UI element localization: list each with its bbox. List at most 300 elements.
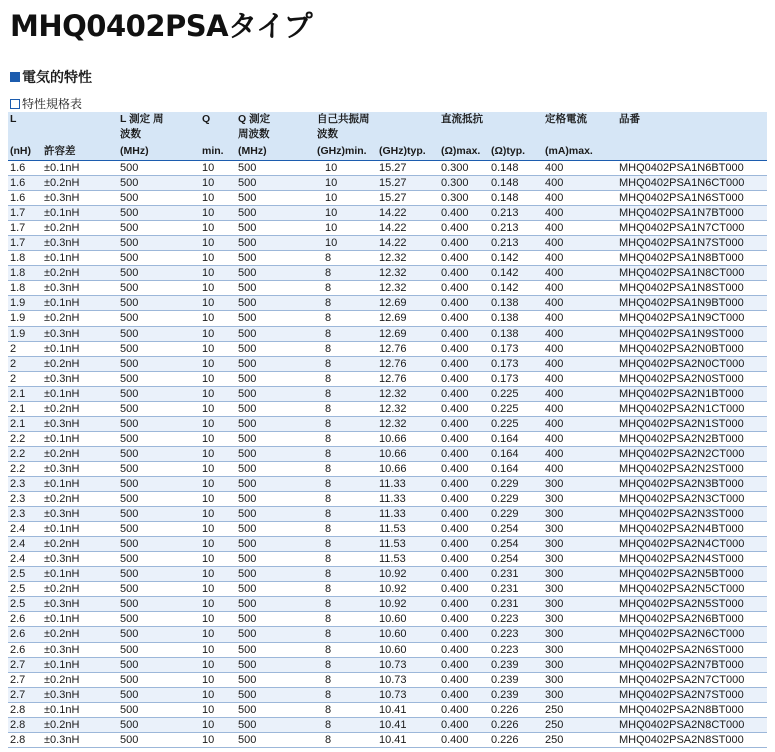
cell-col-q-min: 10 xyxy=(200,386,236,401)
cell-col-rated-current: 250 xyxy=(543,717,617,732)
cell-col-part-number: MHQ0402PSA2N3ST000 xyxy=(617,507,767,522)
cell-col-inductance: 2.2 xyxy=(8,461,42,476)
header-col-q-min xyxy=(200,112,236,161)
cell-col-q-freq: 500 xyxy=(236,476,315,491)
cell-col-l-freq: 500 xyxy=(118,161,200,176)
cell-col-q-freq: 500 xyxy=(236,522,315,537)
header-bottom-label: (Ω)typ. xyxy=(491,145,526,157)
cell-col-inductance: 2.3 xyxy=(8,476,42,491)
cell-col-q-freq: 500 xyxy=(236,371,315,386)
cell-col-dcr-typ: 0.148 xyxy=(489,161,543,176)
cell-col-inductance: 2.8 xyxy=(8,702,42,717)
cell-col-srf-min: 8 xyxy=(315,251,377,266)
cell-col-dcr-typ: 0.164 xyxy=(489,461,543,476)
cell-col-l-freq: 500 xyxy=(118,401,200,416)
cell-col-dcr-typ: 0.225 xyxy=(489,416,543,431)
cell-col-dcr-typ: 0.229 xyxy=(489,507,543,522)
cell-col-part-number: MHQ0402PSA2N7CT000 xyxy=(617,672,767,687)
cell-col-tolerance: ±0.2nH xyxy=(42,311,118,326)
cell-col-rated-current: 400 xyxy=(543,356,617,371)
cell-col-tolerance: ±0.2nH xyxy=(42,717,118,732)
cell-col-inductance: 2.6 xyxy=(8,612,42,627)
cell-col-rated-current: 400 xyxy=(543,251,617,266)
cell-col-tolerance: ±0.1nH xyxy=(42,386,118,401)
cell-col-inductance: 1.6 xyxy=(8,161,42,176)
cell-col-q-freq: 500 xyxy=(236,281,315,296)
cell-col-dcr-typ: 0.226 xyxy=(489,732,543,747)
cell-col-part-number: MHQ0402PSA2N2ST000 xyxy=(617,461,767,476)
cell-col-tolerance: ±0.3nH xyxy=(42,326,118,341)
cell-col-q-freq: 500 xyxy=(236,552,315,567)
table-row xyxy=(8,191,767,206)
table-row xyxy=(8,311,767,326)
table-row xyxy=(8,266,767,281)
table-row xyxy=(8,281,767,296)
table-row xyxy=(8,386,767,401)
cell-col-dcr-typ: 0.164 xyxy=(489,431,543,446)
cell-col-rated-current: 300 xyxy=(543,476,617,491)
cell-col-q-freq: 500 xyxy=(236,176,315,191)
cell-col-q-min: 10 xyxy=(200,522,236,537)
cell-col-dcr-max: 0.400 xyxy=(439,401,489,416)
cell-col-srf-typ: 10.66 xyxy=(377,461,439,476)
header-top-label: 自己共振周波数 xyxy=(317,113,370,140)
table-row xyxy=(8,552,767,567)
cell-col-part-number: MHQ0402PSA2N1ST000 xyxy=(617,416,767,431)
table-row xyxy=(8,612,767,627)
cell-col-part-number: MHQ0402PSA2N3CT000 xyxy=(617,492,767,507)
table-row xyxy=(8,597,767,612)
cell-col-dcr-max: 0.400 xyxy=(439,657,489,672)
header-bottom-label: (Ω)max. xyxy=(441,145,481,157)
cell-col-l-freq: 500 xyxy=(118,251,200,266)
cell-col-rated-current: 400 xyxy=(543,431,617,446)
cell-col-tolerance: ±0.2nH xyxy=(42,672,118,687)
cell-col-q-min: 10 xyxy=(200,461,236,476)
cell-col-dcr-max: 0.400 xyxy=(439,281,489,296)
header-bottom-label: (MHz) xyxy=(238,145,267,157)
table-row xyxy=(8,401,767,416)
table-row xyxy=(8,176,767,191)
cell-col-dcr-max: 0.400 xyxy=(439,251,489,266)
cell-col-inductance: 2.4 xyxy=(8,522,42,537)
cell-col-srf-min: 8 xyxy=(315,266,377,281)
cell-col-dcr-max: 0.400 xyxy=(439,326,489,341)
cell-col-part-number: MHQ0402PSA2N5BT000 xyxy=(617,567,767,582)
cell-col-part-number: MHQ0402PSA2N6ST000 xyxy=(617,642,767,657)
cell-col-part-number: MHQ0402PSA2N7ST000 xyxy=(617,687,767,702)
cell-col-tolerance: ±0.3nH xyxy=(42,507,118,522)
header-row xyxy=(8,112,767,161)
cell-col-dcr-typ: 0.142 xyxy=(489,281,543,296)
cell-col-l-freq: 500 xyxy=(118,446,200,461)
subsection-heading xyxy=(10,95,82,112)
cell-col-tolerance: ±0.1nH xyxy=(42,476,118,491)
cell-col-q-freq: 500 xyxy=(236,251,315,266)
cell-col-part-number: MHQ0402PSA2N4BT000 xyxy=(617,522,767,537)
cell-col-dcr-max: 0.400 xyxy=(439,567,489,582)
cell-col-srf-typ: 15.27 xyxy=(377,176,439,191)
cell-col-inductance: 2.5 xyxy=(8,582,42,597)
cell-col-l-freq: 500 xyxy=(118,176,200,191)
table-row xyxy=(8,326,767,341)
cell-col-dcr-max: 0.400 xyxy=(439,356,489,371)
cell-col-part-number: MHQ0402PSA2N4ST000 xyxy=(617,552,767,567)
cell-col-srf-min: 10 xyxy=(315,191,377,206)
cell-col-tolerance: ±0.1nH xyxy=(42,296,118,311)
cell-col-srf-typ: 10.66 xyxy=(377,431,439,446)
cell-col-dcr-typ: 0.239 xyxy=(489,687,543,702)
cell-col-q-min: 10 xyxy=(200,717,236,732)
cell-col-l-freq: 500 xyxy=(118,266,200,281)
cell-col-q-freq: 500 xyxy=(236,221,315,236)
cell-col-dcr-typ: 0.231 xyxy=(489,582,543,597)
spec-table xyxy=(8,112,767,748)
cell-col-dcr-max: 0.400 xyxy=(439,507,489,522)
table-row xyxy=(8,356,767,371)
cell-col-tolerance: ±0.3nH xyxy=(42,687,118,702)
cell-col-srf-min: 8 xyxy=(315,642,377,657)
cell-col-q-min: 10 xyxy=(200,657,236,672)
cell-col-q-min: 10 xyxy=(200,672,236,687)
cell-col-dcr-max: 0.400 xyxy=(439,431,489,446)
table-row xyxy=(8,687,767,702)
cell-col-inductance: 2.1 xyxy=(8,416,42,431)
cell-col-q-min: 10 xyxy=(200,296,236,311)
cell-col-q-min: 10 xyxy=(200,582,236,597)
cell-col-tolerance: ±0.1nH xyxy=(42,431,118,446)
cell-col-srf-typ: 11.53 xyxy=(377,522,439,537)
cell-col-dcr-max: 0.400 xyxy=(439,386,489,401)
cell-col-srf-typ: 10.41 xyxy=(377,717,439,732)
cell-col-rated-current: 400 xyxy=(543,176,617,191)
cell-col-srf-min: 8 xyxy=(315,672,377,687)
cell-col-dcr-max: 0.400 xyxy=(439,416,489,431)
cell-col-dcr-max: 0.400 xyxy=(439,597,489,612)
table-row xyxy=(8,732,767,747)
cell-col-q-freq: 500 xyxy=(236,326,315,341)
cell-col-part-number: MHQ0402PSA2N6CT000 xyxy=(617,627,767,642)
cell-col-tolerance: ±0.1nH xyxy=(42,206,118,221)
cell-col-rated-current: 400 xyxy=(543,161,617,176)
cell-col-part-number: MHQ0402PSA2N5CT000 xyxy=(617,582,767,597)
cell-col-dcr-max: 0.400 xyxy=(439,461,489,476)
cell-col-tolerance: ±0.3nH xyxy=(42,732,118,747)
cell-col-part-number: MHQ0402PSA2N2CT000 xyxy=(617,446,767,461)
header-bottom-label: 許容差 xyxy=(44,145,76,157)
cell-col-tolerance: ±0.2nH xyxy=(42,266,118,281)
cell-col-q-freq: 500 xyxy=(236,507,315,522)
cell-col-srf-min: 8 xyxy=(315,401,377,416)
cell-col-srf-min: 8 xyxy=(315,522,377,537)
cell-col-l-freq: 500 xyxy=(118,657,200,672)
cell-col-l-freq: 500 xyxy=(118,702,200,717)
header-col-rated-current xyxy=(543,112,617,161)
cell-col-srf-typ: 12.32 xyxy=(377,386,439,401)
cell-col-l-freq: 500 xyxy=(118,386,200,401)
cell-col-rated-current: 300 xyxy=(543,492,617,507)
cell-col-tolerance: ±0.1nH xyxy=(42,251,118,266)
table-row xyxy=(8,431,767,446)
cell-col-l-freq: 500 xyxy=(118,717,200,732)
cell-col-dcr-max: 0.400 xyxy=(439,341,489,356)
header-bottom-label: (GHz)min. xyxy=(317,145,367,157)
cell-col-l-freq: 500 xyxy=(118,537,200,552)
cell-col-q-min: 10 xyxy=(200,401,236,416)
cell-col-q-freq: 500 xyxy=(236,386,315,401)
cell-col-srf-min: 8 xyxy=(315,492,377,507)
section-label: 電気的特性 xyxy=(22,70,92,86)
cell-col-dcr-max: 0.400 xyxy=(439,221,489,236)
cell-col-srf-typ: 12.32 xyxy=(377,266,439,281)
cell-col-srf-typ: 12.69 xyxy=(377,296,439,311)
cell-col-tolerance: ±0.3nH xyxy=(42,191,118,206)
cell-col-srf-typ: 10.41 xyxy=(377,732,439,747)
cell-col-srf-typ: 10.92 xyxy=(377,597,439,612)
cell-col-dcr-max: 0.400 xyxy=(439,687,489,702)
cell-col-dcr-max: 0.400 xyxy=(439,732,489,747)
table-row xyxy=(8,161,767,176)
cell-col-q-min: 10 xyxy=(200,492,236,507)
table-row xyxy=(8,717,767,732)
cell-col-dcr-typ: 0.213 xyxy=(489,206,543,221)
cell-col-q-freq: 500 xyxy=(236,732,315,747)
cell-col-dcr-typ: 0.142 xyxy=(489,251,543,266)
cell-col-part-number: MHQ0402PSA2N1BT000 xyxy=(617,386,767,401)
table-row xyxy=(8,567,767,582)
cell-col-tolerance: ±0.1nH xyxy=(42,612,118,627)
cell-col-q-freq: 500 xyxy=(236,416,315,431)
header-top-label: Q 測定 周波数 xyxy=(238,113,271,140)
table-row xyxy=(8,582,767,597)
cell-col-srf-min: 8 xyxy=(315,552,377,567)
cell-col-srf-min: 8 xyxy=(315,537,377,552)
cell-col-part-number: MHQ0402PSA2N7BT000 xyxy=(617,657,767,672)
cell-col-srf-min: 10 xyxy=(315,221,377,236)
cell-col-inductance: 1.8 xyxy=(8,251,42,266)
header-col-tolerance xyxy=(42,112,118,161)
cell-col-rated-current: 400 xyxy=(543,446,617,461)
cell-col-l-freq: 500 xyxy=(118,732,200,747)
cell-col-q-freq: 500 xyxy=(236,582,315,597)
header-top-label: L xyxy=(10,113,17,125)
cell-col-part-number: MHQ0402PSA1N9BT000 xyxy=(617,296,767,311)
cell-col-part-number: MHQ0402PSA2N8ST000 xyxy=(617,732,767,747)
cell-col-rated-current: 400 xyxy=(543,401,617,416)
cell-col-l-freq: 500 xyxy=(118,326,200,341)
cell-col-rated-current: 300 xyxy=(543,597,617,612)
cell-col-inductance: 2 xyxy=(8,356,42,371)
cell-col-srf-typ: 11.33 xyxy=(377,476,439,491)
cell-col-tolerance: ±0.2nH xyxy=(42,401,118,416)
cell-col-part-number: MHQ0402PSA1N6BT000 xyxy=(617,161,767,176)
cell-col-rated-current: 400 xyxy=(543,416,617,431)
table-row xyxy=(8,296,767,311)
cell-col-inductance: 1.6 xyxy=(8,176,42,191)
cell-col-part-number: MHQ0402PSA1N6ST000 xyxy=(617,191,767,206)
cell-col-rated-current: 300 xyxy=(543,687,617,702)
cell-col-srf-typ: 11.33 xyxy=(377,492,439,507)
cell-col-rated-current: 300 xyxy=(543,657,617,672)
cell-col-part-number: MHQ0402PSA2N8CT000 xyxy=(617,717,767,732)
table-row xyxy=(8,461,767,476)
table-row xyxy=(8,476,767,491)
cell-col-inductance: 2.3 xyxy=(8,507,42,522)
cell-col-srf-min: 8 xyxy=(315,371,377,386)
cell-col-rated-current: 400 xyxy=(543,341,617,356)
cell-col-rated-current: 300 xyxy=(543,537,617,552)
cell-col-srf-typ: 10.73 xyxy=(377,672,439,687)
cell-col-l-freq: 500 xyxy=(118,416,200,431)
cell-col-q-min: 10 xyxy=(200,687,236,702)
cell-col-dcr-max: 0.400 xyxy=(439,537,489,552)
cell-col-tolerance: ±0.1nH xyxy=(42,522,118,537)
cell-col-q-min: 10 xyxy=(200,446,236,461)
cell-col-dcr-typ: 0.239 xyxy=(489,657,543,672)
cell-col-dcr-typ: 0.223 xyxy=(489,627,543,642)
cell-col-srf-typ: 14.22 xyxy=(377,221,439,236)
cell-col-inductance: 2.8 xyxy=(8,717,42,732)
header-bottom-label: min. xyxy=(202,145,224,157)
cell-col-rated-current: 250 xyxy=(543,732,617,747)
cell-col-dcr-typ: 0.254 xyxy=(489,537,543,552)
cell-col-inductance: 1.9 xyxy=(8,326,42,341)
cell-col-srf-min: 8 xyxy=(315,461,377,476)
cell-col-srf-min: 8 xyxy=(315,386,377,401)
table-row xyxy=(8,492,767,507)
cell-col-srf-min: 8 xyxy=(315,326,377,341)
cell-col-dcr-max: 0.400 xyxy=(439,702,489,717)
cell-col-l-freq: 500 xyxy=(118,582,200,597)
cell-col-rated-current: 400 xyxy=(543,371,617,386)
cell-col-dcr-typ: 0.254 xyxy=(489,552,543,567)
cell-col-part-number: MHQ0402PSA2N0BT000 xyxy=(617,341,767,356)
cell-col-q-freq: 500 xyxy=(236,537,315,552)
cell-col-inductance: 1.8 xyxy=(8,281,42,296)
cell-col-dcr-max: 0.400 xyxy=(439,371,489,386)
cell-col-inductance: 2.4 xyxy=(8,552,42,567)
cell-col-dcr-max: 0.400 xyxy=(439,582,489,597)
cell-col-srf-typ: 12.32 xyxy=(377,251,439,266)
cell-col-srf-typ: 12.32 xyxy=(377,281,439,296)
cell-col-part-number: MHQ0402PSA2N2BT000 xyxy=(617,431,767,446)
table-header xyxy=(8,112,767,161)
cell-col-rated-current: 300 xyxy=(543,672,617,687)
cell-col-q-min: 10 xyxy=(200,416,236,431)
cell-col-srf-typ: 12.76 xyxy=(377,371,439,386)
cell-col-q-min: 10 xyxy=(200,176,236,191)
cell-col-l-freq: 500 xyxy=(118,552,200,567)
cell-col-q-min: 10 xyxy=(200,161,236,176)
cell-col-part-number: MHQ0402PSA1N7CT000 xyxy=(617,221,767,236)
cell-col-l-freq: 500 xyxy=(118,221,200,236)
cell-col-tolerance: ±0.1nH xyxy=(42,702,118,717)
cell-col-srf-min: 8 xyxy=(315,597,377,612)
cell-col-srf-typ: 12.76 xyxy=(377,341,439,356)
cell-col-q-freq: 500 xyxy=(236,612,315,627)
cell-col-q-min: 10 xyxy=(200,702,236,717)
cell-col-srf-typ: 10.60 xyxy=(377,627,439,642)
cell-col-l-freq: 500 xyxy=(118,672,200,687)
header-col-inductance xyxy=(8,112,42,161)
cell-col-rated-current: 400 xyxy=(543,296,617,311)
cell-col-q-min: 10 xyxy=(200,597,236,612)
cell-col-dcr-typ: 0.138 xyxy=(489,326,543,341)
cell-col-inductance: 2 xyxy=(8,341,42,356)
cell-col-q-min: 10 xyxy=(200,371,236,386)
cell-col-tolerance: ±0.2nH xyxy=(42,627,118,642)
cell-col-l-freq: 500 xyxy=(118,191,200,206)
cell-col-srf-typ: 14.22 xyxy=(377,236,439,251)
cell-col-dcr-max: 0.400 xyxy=(439,717,489,732)
cell-col-inductance: 1.7 xyxy=(8,236,42,251)
header-bottom-label: (MHz) xyxy=(120,145,149,157)
cell-col-srf-typ: 15.27 xyxy=(377,191,439,206)
cell-col-dcr-max: 0.300 xyxy=(439,161,489,176)
cell-col-inductance: 2.1 xyxy=(8,401,42,416)
header-bottom-label: (GHz)typ. xyxy=(379,145,426,157)
cell-col-tolerance: ±0.1nH xyxy=(42,657,118,672)
cell-col-l-freq: 500 xyxy=(118,371,200,386)
cell-col-l-freq: 500 xyxy=(118,476,200,491)
cell-col-srf-typ: 12.76 xyxy=(377,356,439,371)
page-title: MHQ0402PSAタイプ xyxy=(10,9,313,43)
cell-col-rated-current: 300 xyxy=(543,612,617,627)
cell-col-q-min: 10 xyxy=(200,206,236,221)
cell-col-srf-min: 8 xyxy=(315,416,377,431)
cell-col-dcr-max: 0.300 xyxy=(439,191,489,206)
cell-col-q-freq: 500 xyxy=(236,657,315,672)
cell-col-tolerance: ±0.3nH xyxy=(42,461,118,476)
cell-col-inductance: 2 xyxy=(8,371,42,386)
cell-col-srf-min: 10 xyxy=(315,176,377,191)
cell-col-part-number: MHQ0402PSA2N0ST000 xyxy=(617,371,767,386)
cell-col-l-freq: 500 xyxy=(118,236,200,251)
cell-col-part-number: MHQ0402PSA2N1CT000 xyxy=(617,401,767,416)
subsection-label: 特性規格表 xyxy=(22,97,83,111)
cell-col-dcr-typ: 0.239 xyxy=(489,672,543,687)
cell-col-dcr-max: 0.400 xyxy=(439,612,489,627)
header-top-label: 定格電流 xyxy=(545,113,587,125)
cell-col-srf-typ: 10.66 xyxy=(377,446,439,461)
cell-col-q-min: 10 xyxy=(200,266,236,281)
cell-col-dcr-max: 0.400 xyxy=(439,266,489,281)
cell-col-tolerance: ±0.2nH xyxy=(42,582,118,597)
cell-col-tolerance: ±0.3nH xyxy=(42,236,118,251)
cell-col-q-min: 10 xyxy=(200,356,236,371)
cell-col-l-freq: 500 xyxy=(118,492,200,507)
header-col-l-freq xyxy=(118,112,200,161)
cell-col-inductance: 2.7 xyxy=(8,687,42,702)
cell-col-part-number: MHQ0402PSA2N4CT000 xyxy=(617,537,767,552)
cell-col-rated-current: 400 xyxy=(543,236,617,251)
cell-col-inductance: 1.7 xyxy=(8,206,42,221)
cell-col-dcr-typ: 0.148 xyxy=(489,176,543,191)
cell-col-dcr-max: 0.400 xyxy=(439,552,489,567)
cell-col-tolerance: ±0.3nH xyxy=(42,281,118,296)
cell-col-srf-typ: 12.69 xyxy=(377,326,439,341)
header-top-label: 直流抵抗 xyxy=(441,113,483,125)
cell-col-q-freq: 500 xyxy=(236,266,315,281)
cell-col-tolerance: ±0.2nH xyxy=(42,356,118,371)
cell-col-dcr-typ: 0.254 xyxy=(489,522,543,537)
cell-col-tolerance: ±0.2nH xyxy=(42,537,118,552)
cell-col-srf-min: 10 xyxy=(315,236,377,251)
cell-col-part-number: MHQ0402PSA2N3BT000 xyxy=(617,476,767,491)
cell-col-q-freq: 500 xyxy=(236,597,315,612)
cell-col-inductance: 1.8 xyxy=(8,266,42,281)
cell-col-rated-current: 400 xyxy=(543,221,617,236)
